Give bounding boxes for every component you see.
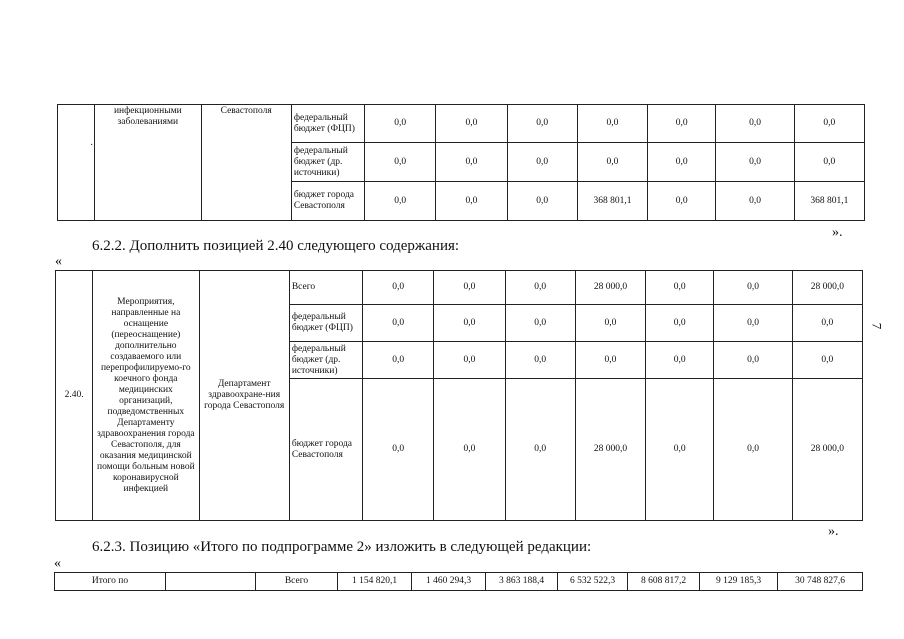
value-cell: 0,0 xyxy=(365,143,436,182)
value-cell: 0,0 xyxy=(434,379,505,521)
value-cell: 0,0 xyxy=(648,143,716,182)
closing-quote: ». xyxy=(832,225,843,240)
value-cell: 0,0 xyxy=(436,143,507,182)
closing-quote: ». xyxy=(828,524,839,539)
value-cell: 0,0 xyxy=(505,271,575,305)
total-name-cell: Итого по xyxy=(55,573,166,591)
value-cell: 0,0 xyxy=(434,305,505,342)
value-cell: 0,0 xyxy=(714,342,792,379)
value-cell: 28 000,0 xyxy=(575,271,645,305)
value-cell: 0,0 xyxy=(507,105,577,143)
item-name-cell: Мероприятия, направленные на оснащение (переоснащение) дополнительно создаваемого или перепрофилируемо-го коечного фонда медицинских организаций, подведомственных Департаменту здравоохранения города Севастополя, для оказания медицинской помощи больным новой коронавирусной инфекцией xyxy=(93,271,199,521)
page-number: 7 xyxy=(869,322,885,330)
value-cell: 9 129 185,3 xyxy=(700,573,778,591)
value-cell: 0,0 xyxy=(792,305,862,342)
value-cell: 0,0 xyxy=(575,305,645,342)
value-cell: 0,0 xyxy=(577,143,647,182)
value-cell: 6 532 522,3 xyxy=(558,573,628,591)
value-cell: 0,0 xyxy=(794,105,864,143)
value-cell: 0,0 xyxy=(714,379,792,521)
value-cell: 8 608 817,2 xyxy=(628,573,700,591)
item-number-cell xyxy=(58,105,95,221)
budget-table-continuation xyxy=(57,104,865,221)
value-cell: 30 748 827,6 xyxy=(778,573,863,591)
value-cell: 0,0 xyxy=(648,182,716,221)
value-cell: 0,0 xyxy=(365,182,436,221)
funding-source: федеральный бюджет (др. источники) xyxy=(291,143,364,182)
value-cell: 1 460 294,3 xyxy=(412,573,486,591)
value-cell: 0,0 xyxy=(577,105,647,143)
funding-source: федеральный бюджет (ФЦП) xyxy=(289,305,362,342)
value-cell: 0,0 xyxy=(507,182,577,221)
value-cell: 0,0 xyxy=(794,143,864,182)
value-cell: 0,0 xyxy=(716,143,794,182)
value-cell: 0,0 xyxy=(716,105,794,143)
funding-source: федеральный бюджет (др. источники) xyxy=(289,342,362,379)
value-cell: 0,0 xyxy=(434,271,505,305)
value-cell: 28 000,0 xyxy=(792,379,862,521)
paragraph-6-2-3: 6.2.3. Позицию «Итого по подпрограмме 2» изложить в следующей редакции: xyxy=(92,539,592,555)
executor-cell: Севастополя xyxy=(201,105,291,221)
value-cell: 0,0 xyxy=(792,342,862,379)
paragraph-6-2-2: 6.2.2. Дополнить позицией 2.40 следующего содержания: xyxy=(92,238,460,254)
value-cell: 0,0 xyxy=(575,342,645,379)
value-cell: 0,0 xyxy=(714,305,792,342)
value-cell: 368 801,1 xyxy=(794,182,864,221)
budget-table-total xyxy=(54,572,863,591)
value-cell: 0,0 xyxy=(365,105,436,143)
value-cell: 0,0 xyxy=(646,342,714,379)
value-cell: 0,0 xyxy=(436,182,507,221)
value-cell: 0,0 xyxy=(646,305,714,342)
value-cell: 0,0 xyxy=(363,342,434,379)
value-cell: 3 863 188,4 xyxy=(486,573,558,591)
value-cell: 0,0 xyxy=(363,379,434,521)
value-cell: 368 801,1 xyxy=(577,182,647,221)
funding-source: бюджет города Севастополя xyxy=(291,182,364,221)
executor-cell: Департамент здравоохране-ния города Севастополя xyxy=(199,271,289,521)
opening-quote: « xyxy=(55,254,62,269)
value-cell: 0,0 xyxy=(505,379,575,521)
value-cell: 0,0 xyxy=(436,105,507,143)
value-cell: 0,0 xyxy=(507,143,577,182)
value-cell: 28 000,0 xyxy=(575,379,645,521)
funding-source: бюджет города Севастополя xyxy=(289,379,362,521)
value-cell: 1 154 820,1 xyxy=(338,573,412,591)
item-number-cell: 2.40. xyxy=(56,271,93,521)
funding-source: Всего xyxy=(256,573,338,591)
stray-mark: · xyxy=(90,140,94,151)
budget-table-position-2-40 xyxy=(55,270,863,521)
value-cell: 0,0 xyxy=(646,271,714,305)
value-cell: 0,0 xyxy=(434,342,505,379)
opening-quote: « xyxy=(54,556,61,571)
value-cell: 0,0 xyxy=(716,182,794,221)
executor-cell xyxy=(166,573,256,591)
value-cell: 0,0 xyxy=(648,105,716,143)
value-cell: 0,0 xyxy=(505,305,575,342)
item-name-cell: инфекционными заболеваниями xyxy=(95,105,201,221)
value-cell: 0,0 xyxy=(363,271,434,305)
value-cell: 0,0 xyxy=(714,271,792,305)
funding-source: Всего xyxy=(289,271,362,305)
value-cell: 0,0 xyxy=(363,305,434,342)
funding-source: федеральный бюджет (ФЦП) xyxy=(291,105,364,143)
value-cell: 0,0 xyxy=(646,379,714,521)
value-cell: 28 000,0 xyxy=(792,271,862,305)
value-cell: 0,0 xyxy=(505,342,575,379)
